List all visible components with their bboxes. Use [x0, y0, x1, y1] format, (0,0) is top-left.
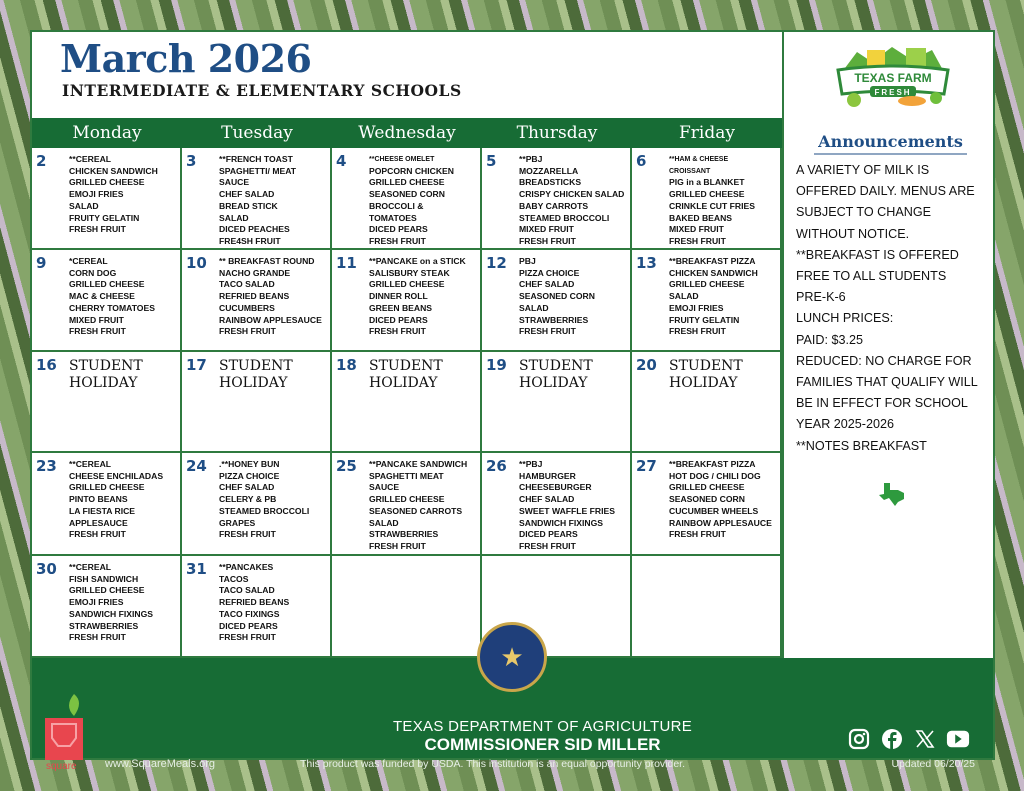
weekday-tuesday: Tuesday: [221, 123, 293, 143]
menu-items: [369, 459, 467, 553]
menu-item: SALAD: [519, 302, 549, 313]
menu-item: NACHO GRANDE: [219, 267, 291, 278]
holiday-label: STUDENT HOLIDAY: [369, 358, 443, 391]
menu-item: SALAD: [219, 212, 249, 223]
weekday-friday: Friday: [679, 123, 735, 143]
menu-item: SANDWICH FIXINGS: [69, 608, 154, 619]
menu-item: DINNER ROLL: [369, 291, 428, 302]
menu-calendar: [30, 30, 995, 772]
menu-item: CHEESE ENCHILADAS: [69, 470, 164, 481]
day-number: 9: [36, 254, 47, 272]
calendar-day-cell: [182, 148, 332, 250]
menu-item: FRESH FRUIT: [669, 529, 726, 540]
menu-item: **PANCAKE SANDWICH: [369, 459, 468, 469]
day-number: 16: [36, 356, 57, 374]
updated-date: Updated 06/20/25: [891, 758, 975, 770]
announcement-line: PRE-K-6: [796, 290, 846, 305]
menu-item: **HAM & CHEESE: [669, 156, 729, 163]
menu-items: [519, 459, 615, 553]
day-number: 19: [486, 356, 507, 374]
instagram-icon[interactable]: [847, 727, 871, 751]
calendar-day-cell: [32, 250, 182, 352]
menu-item: **BREAKFAST PIZZA: [669, 459, 756, 469]
menu-items: [219, 154, 296, 248]
calendar-day-cell: [182, 250, 332, 352]
calendar-day-cell: [482, 453, 632, 556]
calendar-day-cell: [632, 556, 782, 658]
announcement-line: A VARIETY OF MILK IS OFFERED DAILY. MENUS ARE SUBJECT TO CHANGE WITHOUT NOTICE.: [796, 163, 975, 241]
menu-item: **PANCAKES: [219, 562, 274, 572]
menu-item: SAUCE: [219, 177, 250, 188]
day-number: 2: [36, 152, 47, 170]
weekday-monday: Monday: [72, 123, 142, 143]
menu-item: CUCUMBER WHEELS: [669, 505, 759, 516]
menu-items: [69, 154, 158, 236]
menu-items: [69, 256, 155, 338]
menu-item: **CEREAL: [69, 562, 112, 572]
menu-item: CHEF SALAD: [519, 494, 575, 505]
calendar-day-cell: [182, 556, 332, 658]
menu-items: [219, 562, 289, 644]
x-icon[interactable]: [913, 727, 937, 751]
holiday-label: STUDENT HOLIDAY: [669, 358, 743, 391]
menu-item: FRESH FRUIT: [369, 540, 426, 551]
calendar-day-cell: [482, 250, 632, 352]
menu-item: STRAWBERRIES: [69, 620, 139, 631]
menu-item: GRILLED CHEESE: [669, 482, 745, 493]
menu-item: STEAMED BROCCOLI: [519, 212, 610, 223]
menu-item: FRESH FRUIT: [69, 529, 126, 540]
menu-item: **CHEESE OMELET: [369, 156, 435, 163]
menu-item: LA FIESTA RICE: [69, 505, 136, 516]
menu-item: FRESH FRUIT: [669, 326, 726, 337]
menu-item: TOMATOES: [369, 212, 417, 223]
menu-item: FRESH FRUIT: [669, 235, 726, 246]
menu-items: [369, 256, 466, 338]
calendar-day-cell: [482, 148, 632, 250]
announcement-line: LUNCH PRICES:: [796, 311, 894, 326]
day-number: 24: [186, 457, 207, 475]
menu-item: GRILLED CHEESE: [69, 585, 145, 596]
menu-item: PIG in a BLANKET: [669, 177, 745, 188]
menu-item: MIXED FRUIT: [669, 224, 724, 235]
calendar-day-cell: [332, 556, 482, 658]
menu-item: SPAGHETTI MEAT: [369, 470, 444, 481]
menu-item: SAUCE: [369, 482, 400, 493]
menu-items: [369, 154, 454, 248]
menu-item: GRILLED CHEESE: [369, 177, 445, 188]
menu-item: HOT DOG / CHILI DOG: [669, 470, 761, 481]
menu-item: HAMBURGER: [519, 470, 576, 481]
menu-item: **CEREAL: [69, 459, 112, 469]
menu-item: BAKED BEANS: [669, 212, 733, 223]
menu-item: PIZZA CHOICE: [219, 470, 280, 481]
menu-item: FRESH FRUIT: [69, 326, 126, 337]
menu-item: .**HONEY BUN: [219, 459, 280, 469]
calendar-day-cell: [332, 250, 482, 352]
calendar-day-cell: [182, 453, 332, 556]
day-number: 26: [486, 457, 507, 475]
texas-map-icon: [879, 482, 905, 506]
menu-item: CHEF SALAD: [519, 279, 575, 290]
menu-item: REFRIED BEANS: [219, 597, 290, 608]
day-number: 4: [336, 152, 347, 170]
menu-item: FRESH FRUIT: [219, 632, 276, 643]
menu-item: BROCCOLI &: [369, 200, 424, 211]
page-title: March 2026: [60, 36, 312, 81]
menu-item: FRESH FRUIT: [69, 224, 126, 235]
calendar-day-cell: [632, 453, 782, 556]
menu-item: *CEREAL: [69, 256, 108, 266]
menu-item: APPLESAUCE: [69, 517, 128, 528]
menu-item: ** BREAKFAST ROUND: [219, 256, 315, 266]
menu-item: SALISBURY STEAK: [369, 267, 450, 278]
menu-item: SALAD: [669, 291, 699, 302]
menu-items: [69, 562, 153, 644]
menu-items: [519, 256, 595, 338]
announcement-line: **BREAKFAST IS OFFERED FREE TO ALL STUDENTS: [796, 247, 959, 284]
website-link[interactable]: www.SquareMeals.org: [105, 758, 216, 770]
day-number: 30: [36, 560, 57, 578]
menu-item: SEASONED CORN: [519, 291, 595, 302]
menu-item: EMOJI FRIES: [669, 302, 724, 313]
menu-item: CRISPY CHICKEN SALAD: [519, 189, 625, 200]
menu-item: TACO SALAD: [219, 585, 275, 596]
menu-item: FRUITY GELATIN: [69, 212, 140, 223]
funding-statement: This product was funded by USDA. This institution is an equal opportunity provider.: [300, 758, 686, 770]
youtube-icon[interactable]: [946, 727, 970, 751]
menu-item: GRILLED CHEESE: [69, 177, 145, 188]
menu-items: [669, 459, 772, 541]
day-number: 13: [636, 254, 657, 272]
menu-item: SEASONED CORN: [369, 189, 445, 200]
menu-item: TACO SALAD: [219, 279, 275, 290]
menu-item: CHICKEN SANDWICH: [69, 165, 158, 176]
texas-farm-fresh-logo: [832, 42, 954, 108]
menu-item: STRAWBERRIES: [519, 314, 589, 325]
menu-item: STRAWBERRIES: [369, 529, 439, 540]
holiday-label: STUDENT HOLIDAY: [219, 358, 293, 391]
menu-item: CUCUMBERS: [219, 302, 275, 313]
menu-item: RAINBOW APPLESAUCE: [669, 517, 772, 528]
menu-item: SANDWICH FIXINGS: [519, 517, 604, 528]
menu-item: FISH SANDWICH: [69, 573, 139, 584]
menu-item: MIXED FRUIT: [519, 224, 574, 235]
menu-item: SWEET WAFFLE FRIES: [519, 505, 615, 516]
menu-item: BABY CARROTS: [519, 200, 589, 211]
calendar-day-cell: [32, 148, 182, 250]
facebook-icon[interactable]: [880, 727, 904, 751]
calendar-day-cell: [32, 352, 182, 453]
menu-item: STEAMED BROCCOLI: [219, 505, 310, 516]
day-number: 20: [636, 356, 657, 374]
menu-item: FRESH FRUIT: [369, 235, 426, 246]
menu-item: RAINBOW APPLESAUCE: [219, 314, 322, 325]
day-number: 5: [486, 152, 497, 170]
svg-text:FRESH: FRESH: [874, 88, 912, 97]
day-number: 31: [186, 560, 207, 578]
menu-item: SPAGHETTI/ MEAT: [219, 165, 297, 176]
menu-item: POPCORN CHICKEN: [369, 165, 454, 176]
menu-items: [669, 256, 758, 338]
menu-item: CHICKEN SANDWICH: [669, 267, 758, 278]
menu-items: [69, 459, 163, 541]
menu-item: CHEESEBURGER: [519, 482, 592, 493]
menu-item: **PBJ: [519, 459, 543, 469]
menu-item: GRILLED CHEESE: [369, 494, 445, 505]
calendar-day-cell: [632, 250, 782, 352]
menu-item: FRESH FRUIT: [369, 326, 426, 337]
menu-item: PINTO BEANS: [69, 494, 128, 505]
menu-item: FRESH FRUIT: [219, 529, 276, 540]
menu-item: BREAD STICK: [219, 200, 278, 211]
menu-item: REFRIED BEANS: [219, 291, 290, 302]
announcements-panel: [782, 32, 995, 658]
menu-item: CHERRY TOMATOES: [69, 302, 155, 313]
menu-item: FRE4SH FRUIT: [219, 235, 281, 246]
calendar-day-cell: [482, 352, 632, 453]
menu-item: PBJ: [519, 256, 536, 266]
day-number: 3: [186, 152, 197, 170]
menu-item: PIZZA CHOICE: [519, 267, 580, 278]
menu-item: DICED PEARS: [369, 314, 428, 325]
menu-item: CHEF SALAD: [219, 482, 275, 493]
menu-item: FRESH FRUIT: [69, 632, 126, 643]
menu-item: DICED PEACHES: [219, 224, 290, 235]
menu-item: **CEREAL: [69, 154, 112, 164]
calendar-day-cell: [332, 453, 482, 556]
agency-name: TEXAS DEPARTMENT OF AGRICULTURE: [392, 718, 693, 735]
menu-item: **BREAKFAST PIZZA: [669, 256, 756, 266]
menu-items: [669, 154, 755, 248]
menu-item: GREEN BEANS: [369, 302, 433, 313]
day-number: 10: [186, 254, 207, 272]
menu-item: MIXED FRUIT: [69, 314, 124, 325]
star-icon: ★: [500, 641, 524, 672]
menu-item: CORN DOG: [69, 267, 117, 278]
menu-item: TACOS: [219, 573, 249, 584]
weekday-header: [32, 118, 782, 148]
menu-item: **FRENCH TOAST: [219, 154, 293, 164]
calendar-day-cell: [632, 148, 782, 250]
menu-item: FRESH FRUIT: [519, 326, 576, 337]
holiday-label: STUDENT HOLIDAY: [519, 358, 593, 391]
day-number: 17: [186, 356, 207, 374]
calendar-day-cell: [182, 352, 332, 453]
calendar-day-cell: [632, 352, 782, 453]
holiday-label: STUDENT HOLIDAY: [69, 358, 143, 391]
day-number: 12: [486, 254, 507, 272]
svg-text:square: square: [46, 761, 77, 772]
menu-item: SALAD: [69, 200, 99, 211]
calendar-day-cell: [32, 453, 182, 556]
menu-item: GRILLED CHEESE: [69, 279, 145, 290]
menu-item: GRILLED CHEESE: [669, 189, 745, 200]
announcement-line: PAID: $3.25: [796, 332, 863, 347]
calendar-day-cell: [32, 556, 182, 658]
menu-item: DICED PEARS: [519, 529, 578, 540]
weekday-thursday: Thursday: [516, 123, 598, 143]
announcements-title: Announcements: [818, 132, 963, 151]
menu-item: GRAPES: [219, 517, 256, 528]
menu-item: EMOJI FRIES: [69, 189, 124, 200]
menu-item: DICED PEARS: [369, 224, 428, 235]
menu-item: SEASONED CORN: [669, 494, 745, 505]
day-number: 11: [336, 254, 357, 272]
menu-item: **PBJ: [519, 154, 543, 164]
title-underline: [814, 153, 967, 155]
announcement-line: **NOTES BREAKFAST: [796, 438, 927, 453]
day-number: 27: [636, 457, 657, 475]
menu-item: GRILLED CHEESE: [69, 482, 145, 493]
menu-item: SEASONED CARROTS: [369, 505, 463, 516]
menu-item: BREADSTICKS: [519, 177, 582, 188]
menu-item: TACO FIXINGS: [219, 608, 280, 619]
day-number: 25: [336, 457, 357, 475]
menu-item: MAC & CHEESE: [69, 291, 135, 302]
menu-item: FRUITY GELATIN: [669, 314, 740, 325]
calendar-header: [32, 32, 782, 118]
menu-item: CRINKLE CUT FRIES: [669, 200, 755, 211]
menu-item: CROISSANT: [669, 167, 711, 175]
menu-item: GRILLED CHEESE: [369, 279, 445, 290]
menu-item: FRESH FRUIT: [519, 235, 576, 246]
page-subtitle: INTERMEDIATE & ELEMENTARY SCHOOLS: [62, 81, 462, 100]
weekday-wednesday: Wednesday: [358, 123, 456, 143]
day-number: 18: [336, 356, 357, 374]
menu-item: CHEF SALAD: [219, 189, 275, 200]
calendar-day-cell: [332, 352, 482, 453]
svg-text:TEXAS FARM: TEXAS FARM: [854, 71, 932, 85]
menu-item: FRESH FRUIT: [519, 540, 576, 551]
announcements-body: [796, 160, 991, 457]
menu-item: CELERY & PB: [219, 494, 277, 505]
day-number: 6: [636, 152, 647, 170]
menu-item: SALAD: [369, 517, 399, 528]
social-links: [847, 727, 970, 751]
menu-item: **PANCAKE on a STICK: [369, 256, 466, 266]
menu-item: MOZZARELLA: [519, 165, 579, 176]
menu-item: FRESH FRUIT: [219, 326, 276, 337]
announcement-line: REDUCED: NO CHARGE FOR FAMILIES THAT QUALIFY WILL BE IN EFFECT FOR SCHOOL YEAR 2025-2026: [796, 353, 978, 432]
commissioner-name: COMMISSIONER SID MILLER: [424, 735, 661, 754]
tda-seal: [477, 622, 547, 692]
menu-item: GRILLED CHEESE: [669, 279, 745, 290]
day-number: 23: [36, 457, 57, 475]
menu-items: [219, 459, 309, 541]
calendar-grid: [32, 148, 782, 658]
menu-items: [519, 154, 624, 248]
menu-item: DICED PEARS: [219, 620, 278, 631]
menu-item: EMOJI FRIES: [69, 597, 124, 608]
menu-items: [219, 256, 322, 338]
calendar-day-cell: [332, 148, 482, 250]
